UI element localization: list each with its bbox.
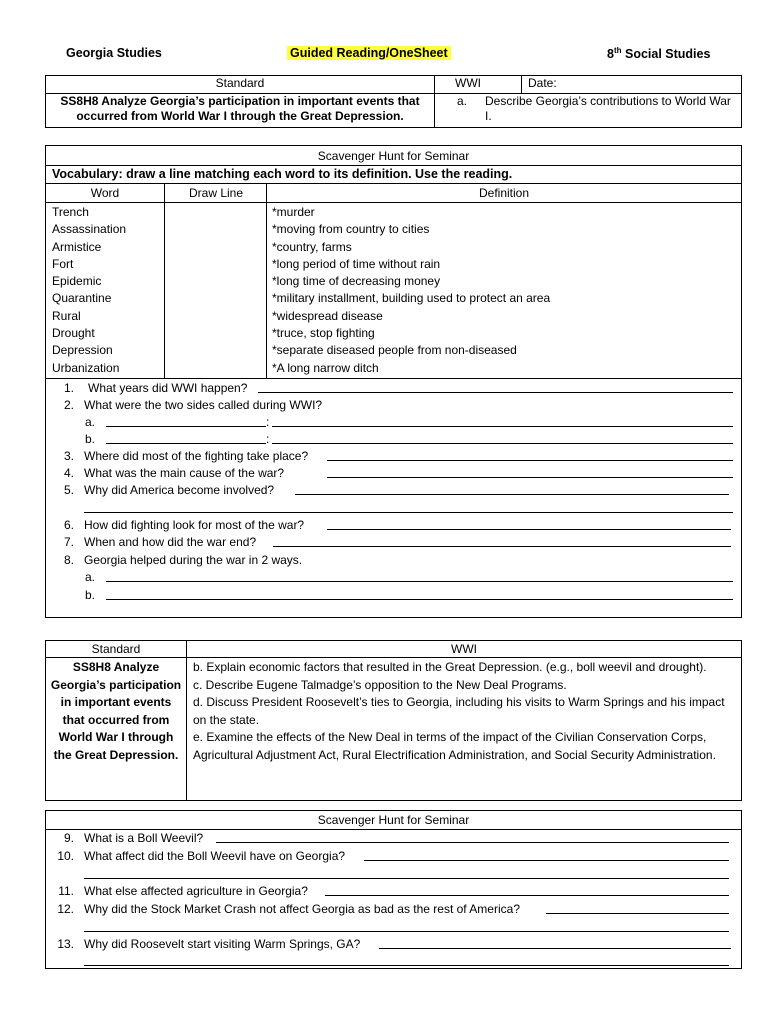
question-1: 1. What years did WWI happen? — [46, 380, 741, 397]
standard-text: SS8H8 Analyze Georgia’s participation in important events that occurred from World War I through the Great Depression. — [46, 94, 435, 128]
question-2a: a. : — [46, 414, 741, 431]
vocab-word: Armistice — [52, 239, 102, 254]
question-text: When and how did the war end? — [84, 535, 257, 549]
question-text: What else affected agriculture in Georgia? — [84, 884, 308, 898]
answer-line[interactable] — [379, 936, 731, 949]
question-2: 2. What were the two sides called during WWI? — [63, 398, 323, 412]
question-text: What is a Boll Weevil? — [84, 831, 204, 845]
answer-line[interactable] — [364, 848, 729, 861]
vocab-word: Drought — [52, 326, 95, 341]
scavenger-hunt-2 — [45, 810, 742, 969]
question-text: Why did the Stock Market Crash not affect Georgia as bad as the rest of America? — [84, 902, 520, 916]
vocab-body — [46, 203, 741, 379]
question-text: Why did America become involved? — [84, 483, 275, 497]
vocab-definition: *widespread disease — [272, 308, 383, 323]
question-text: Georgia helped during the war in 2 ways. — [84, 553, 303, 567]
element-d: d. Discuss President Roosevelt’s ties to Georgia, including his visits to Warm Springs and his impact on the state. — [193, 695, 725, 727]
unit-label: WWI — [435, 76, 522, 94]
answer-line[interactable] — [106, 414, 266, 427]
question-6: 6. How did fighting look for most of the war? — [46, 517, 741, 534]
question-12-continuation — [46, 919, 741, 936]
vocab-word: Urbanization — [52, 360, 120, 375]
word-list — [52, 204, 126, 377]
question-12: 12. Why did the Stock Market Crash not affect Georgia as bad as the rest of America? — [46, 901, 741, 918]
answer-line[interactable] — [325, 883, 729, 896]
question-10: 10. What affect did the Boll Weevil have on Georgia? — [46, 848, 741, 865]
question-text: What years did WWI happen? — [88, 381, 248, 395]
col-draw-line: Draw Line — [164, 184, 267, 202]
question-13-continuation — [46, 953, 741, 970]
section-title: Scavenger Hunt for Seminar — [46, 148, 741, 166]
question-text: Where did most of the fighting take place? — [84, 449, 309, 463]
question-text: How did fighting look for most of the war? — [84, 518, 305, 532]
answer-line[interactable] — [106, 587, 733, 600]
element-e: e. Examine the effects of the New Deal in terms of the impact of the Civilian Conservation Corps, Agricultural Adjustment Act, Rural Electrification Administration, and Social Security Administration. — [193, 730, 716, 762]
answer-line[interactable] — [84, 953, 729, 966]
question-8: 8. Georgia helped during the war in 2 ways. — [63, 553, 303, 567]
answer-line[interactable] — [84, 866, 729, 879]
question-text: What affect did the Boll Weevil have on Georgia? — [84, 849, 346, 863]
standard-text: SS8H8 Analyze Georgia’s participation in important events that occurred from World War I through the Great Depression. — [46, 658, 187, 801]
document-title — [287, 46, 451, 60]
document-title-highlight: Guided Reading/OneSheet — [287, 46, 451, 60]
vocab-definition: *country, farms — [272, 239, 352, 254]
vocab-word: Quarantine — [52, 291, 112, 306]
question-5: 5. Why did America become involved? — [46, 482, 741, 499]
question-11: 11. What else affected agriculture in Georgia? — [46, 883, 741, 900]
vocab-definition: *long time of decreasing money — [272, 274, 441, 289]
answer-line[interactable] — [272, 431, 733, 444]
grade-suffix: th — [613, 46, 622, 55]
element-text: Describe Georgia’s contributions to World War I. — [485, 94, 731, 123]
answer-line[interactable] — [258, 380, 733, 393]
question-7: 7. When and how did the war end? — [46, 534, 741, 551]
question-13: 13. Why did Roosevelt start visiting Warm Springs, GA? — [46, 936, 741, 953]
vocab-word: Epidemic — [52, 274, 102, 289]
vocab-word: Fort — [52, 256, 74, 271]
vocab-definition: *long period of time without rain — [272, 256, 441, 271]
vocab-definition: *military installment, building used to protect an area — [272, 291, 551, 306]
date-label: Date: — [522, 76, 742, 94]
question-2b: b. : — [46, 431, 741, 448]
grade-label — [607, 46, 710, 61]
answer-line[interactable] — [106, 569, 733, 582]
element-b: b. Explain economic factors that resulted in the Great Depression. (e.g., boll weevil and drought). — [193, 660, 707, 674]
answer-line[interactable] — [327, 517, 731, 530]
answer-line[interactable] — [84, 500, 733, 513]
elements-cell — [187, 658, 742, 801]
element-c: c. Describe Eugene Talmadge’s opposition to the New Deal Programs. — [193, 677, 567, 692]
scavenger-hunt-1 — [45, 145, 742, 618]
col-word: Word — [90, 186, 120, 200]
question-10-continuation — [46, 866, 741, 883]
question-text: Why did Roosevelt start visiting Warm Springs, GA? — [84, 937, 361, 951]
question-4: 4. What was the main cause of the war? — [46, 465, 741, 482]
answer-line[interactable] — [327, 448, 733, 461]
vocab-definition: *truce, stop fighting — [272, 326, 375, 341]
answer-line[interactable] — [327, 465, 733, 478]
question-9: 9. What is a Boll Weevil? — [46, 830, 741, 847]
standard-table-2 — [45, 640, 742, 801]
vocab-definition: *A long narrow ditch — [272, 360, 379, 375]
answer-line[interactable] — [84, 919, 729, 932]
vocab-definition: *moving from country to cities — [272, 222, 430, 237]
vocab-definition: *murder — [272, 205, 315, 219]
vocab-instruction: Vocabulary: draw a line matching each word to its definition. Use the reading. — [46, 165, 741, 184]
question-text: What were the two sides called during WWI? — [84, 398, 323, 412]
answer-line[interactable] — [295, 482, 729, 495]
answer-line[interactable] — [273, 534, 731, 547]
standard-table-1 — [45, 75, 742, 128]
answer-line[interactable] — [106, 431, 266, 444]
element-letter: a. — [457, 94, 468, 108]
standard-header: Standard — [46, 76, 435, 94]
question-text: What was the main cause of the war? — [84, 466, 285, 480]
section-title: Scavenger Hunt for Seminar — [46, 812, 741, 830]
col-definition: Definition — [266, 184, 741, 202]
answer-line[interactable] — [272, 414, 733, 427]
grade-subject: Social Studies — [621, 47, 711, 62]
question-5-continuation — [46, 500, 741, 517]
question-8a: a. — [46, 569, 741, 586]
question-3: 3. Where did most of the fighting take place? — [46, 448, 741, 465]
vocab-word: Rural — [52, 308, 81, 323]
answer-line[interactable] — [546, 901, 729, 914]
question-8b: b. — [46, 587, 741, 604]
vocab-word: Trench — [52, 205, 89, 219]
vocab-header-row — [46, 184, 741, 203]
vocab-word: Assassination — [52, 222, 127, 237]
vocab-definition: *separate diseased people from non-diseased — [272, 343, 517, 358]
course-title: Georgia Studies — [66, 46, 162, 60]
definition-list — [272, 204, 550, 377]
standard-header: Standard — [46, 641, 187, 658]
grade-number: 8 — [607, 47, 614, 62]
answer-line[interactable] — [216, 830, 729, 843]
unit-label: WWI — [187, 641, 742, 658]
vocab-word: Depression — [52, 343, 113, 358]
element-cell — [435, 94, 742, 128]
